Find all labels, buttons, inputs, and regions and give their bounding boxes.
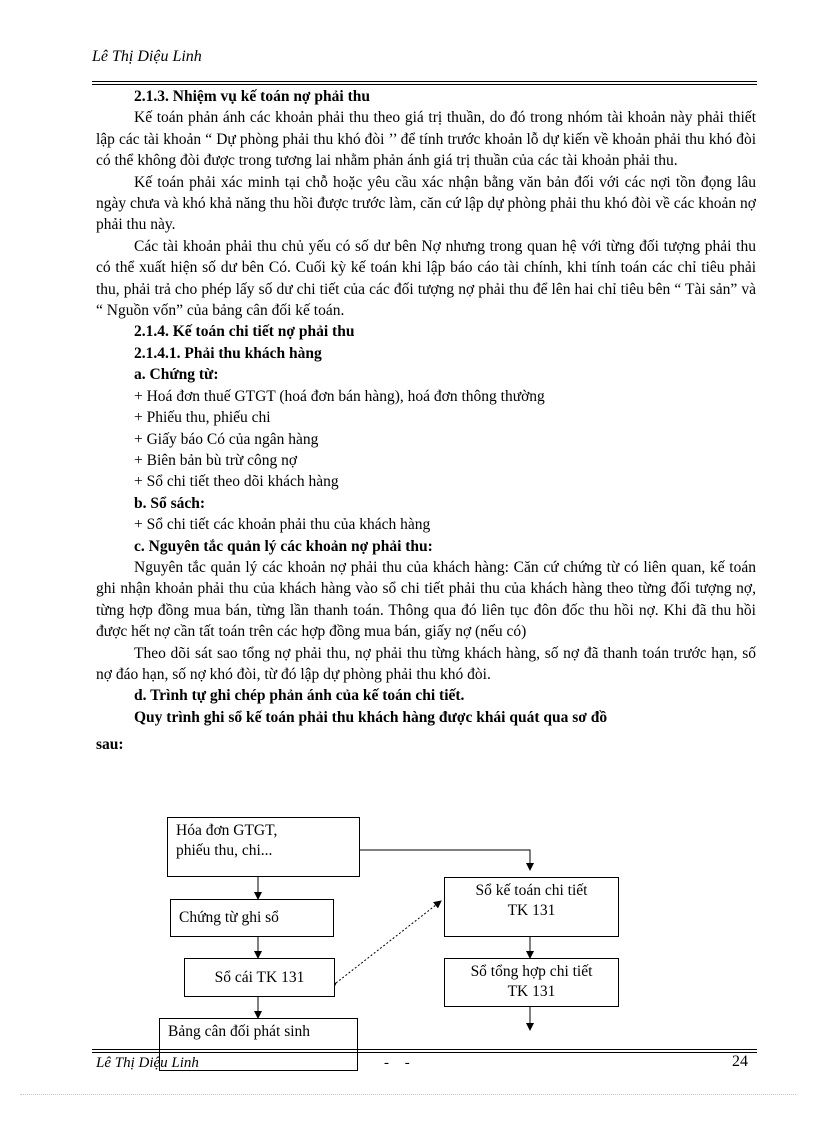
- paragraph-5: Theo dõi sát sao tổng nợ phải thu, nợ phải thu từng khách hàng, số nợ đã thanh toán trước hạn, số nợ đáo hạn, số nợ khó đòi, từ đó lập dự phòng phải thu khó đòi.: [96, 644, 756, 683]
- detail-line-2: TK 131: [507, 902, 556, 919]
- trial-balance-box: Bảng cân đối phát sinh: [159, 1018, 358, 1071]
- footer-dash: - -: [384, 1055, 416, 1071]
- list-item: + Hoá đơn thuế GTGT (hoá đơn bán hàng), hoá đơn thông thường: [134, 387, 545, 405]
- paragraph-3: Các tài khoản phải thu chủ yếu có số dư bên Nợ nhưng trong quan hệ với từng đối tượng phải thu có thể xuất hiện số dư bên Có. Cuối kỳ kế toán khi lập báo cáo tài chính, khi tính toán các chỉ tiêu phải thu, phải trả cho phép lấy số dư chi tiết của các đối tượng nợ phải thu để lên hai chỉ tiêu bên “ Tài sản” và “ Nguồn vốn” của bảng cân đối kế toán.: [96, 237, 756, 320]
- voucher-box: Chứng từ ghi sổ: [170, 899, 334, 937]
- invoice-line-2: phiếu thu, chi...: [176, 842, 273, 859]
- ledger-box: Sổ cái TK 131: [184, 958, 335, 997]
- subheading-c: c. Nguyên tắc quản lý các khoản nợ phải thu:: [134, 537, 433, 555]
- summary-line-2: TK 131: [507, 983, 556, 1000]
- page-bottom-dotted-rule: [20, 1094, 796, 1095]
- list-item: + Phiếu thu, phiếu chi: [134, 409, 271, 427]
- subheading-a: a. Chứng từ:: [134, 366, 219, 384]
- paragraph-4: Nguyên tắc quản lý các khoản nợ phải thu của khách hàng: Căn cứ chứng từ có liên quan, kế toán ghi nhận khoản phải thu của khách hàng vào sổ chi tiết phải thu của khách hàng theo từng đối tượng nợ, từng hợp đồng mua bán, từng lần thanh toán. Thông qua đó liên tục đôn đốc thu hồi nợ. Khi đã thu hồi được hết nợ cần tất toán trên các hợp đồng mua bán, giấy nợ (nếu có): [96, 558, 756, 641]
- subheading-b: b. Sổ sách:: [134, 494, 206, 512]
- paragraph-2: Kế toán phải xác minh tại chỗ hoặc yêu cầu xác nhận bằng văn bản đối với các nợi tồn đọng lâu ngày chưa và khó khả năng thu hồi được trước làm, căn cứ lập dự phòng phải thu khó đòi về các khoản nợ phải thu này.: [96, 173, 756, 234]
- paragraph-1: Kế toán phản ánh các khoản phải thu theo giá trị thuần, do đó trong nhóm tài khoản này phải thiết lập các tài khoản “ Dự phòng phải thu khó đòi ’’ để tính trước khoản lỗ dự kiến về khoản phải thu khó đòi có thể không đòi được trong tương lai nhằm phản ánh giá trị thuần của các tài khoản phải thu.: [96, 109, 756, 170]
- summary-ledger-box: [444, 958, 619, 1007]
- detail-ledger-box: [444, 877, 619, 937]
- list-item: + Sổ chi tiết các khoản phải thu của khách hàng: [134, 516, 431, 534]
- dashed-reconcile-link: [336, 901, 441, 983]
- footer-rule: [92, 1049, 757, 1053]
- page-number: 24: [732, 1053, 748, 1070]
- list-item: + Biên bản bù trừ công nợ: [134, 451, 298, 469]
- invoice-line-1: Hóa đơn GTGT,: [176, 822, 278, 839]
- paragraph-6: Quy trình ghi sổ kế toán phải thu khách hàng được khái quát qua sơ đồ: [134, 708, 608, 726]
- list-item: + Sổ chi tiết theo dõi khách hàng: [134, 473, 339, 491]
- subheading-d: d. Trình tự ghi chép phản ánh của kế toán chi tiết.: [134, 687, 465, 705]
- detail-line-1: Sổ kế toán chi tiết: [475, 882, 588, 899]
- paragraph-6-end: sau:: [96, 736, 124, 754]
- list-item: + Giấy báo Có của ngân hàng: [134, 430, 319, 448]
- section-heading-2-1-3: 2.1.3. Nhiệm vụ kế toán nợ phải thu: [134, 88, 370, 105]
- invoice-box: [167, 817, 360, 877]
- section-heading-2-1-4-1: 2.1.4.1. Phải thu khách hàng: [134, 344, 322, 362]
- arrow-invoice-to-detail: [360, 850, 530, 870]
- footer-author: Lê Thị Diệu Linh: [96, 1055, 199, 1071]
- header-author: Lê Thị Diệu Linh: [92, 48, 202, 65]
- summary-line-1: Sổ tổng hợp chi tiết: [470, 963, 593, 980]
- section-heading-2-1-4: 2.1.4. Kế toán chi tiết nợ phải thu: [134, 323, 355, 341]
